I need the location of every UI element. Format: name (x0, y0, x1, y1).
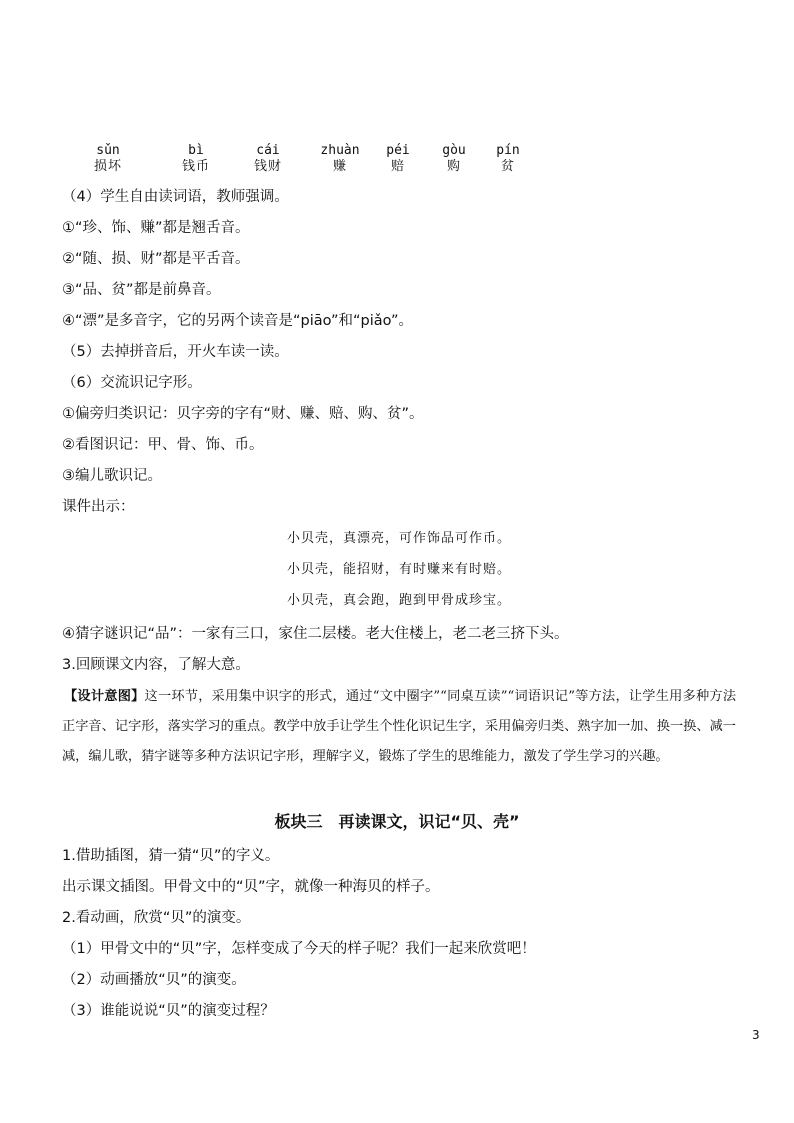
pinyin: cái (256, 143, 280, 158)
step-4: （4）学生自由读词语，教师强调。 (62, 189, 289, 205)
word: 购 (446, 159, 461, 174)
pinyin-word (170, 143, 222, 175)
note-2: ②“随、损、财”都是平舌音。 (62, 251, 250, 267)
pinyin: bì (188, 143, 204, 158)
method-3: ③编儿歌识记。 (62, 468, 162, 484)
pinyin: sǔn (96, 143, 120, 158)
pinyin-word (432, 143, 476, 175)
note-1: ①“珍、饰、赚”都是翘舌音。 (62, 220, 250, 236)
item-2: 出示课文插图。甲骨文中的“贝”字，就像一种海贝的样子。 (62, 879, 440, 895)
item-4: （1）甲骨文中的“贝”字，怎样变成了今天的样子呢？我们一起来欣赏吧！ (62, 941, 536, 957)
method-2: ②看图识记：甲、骨、饰、币。 (62, 437, 264, 453)
pinyin-word (486, 143, 530, 175)
pinyin-word (242, 143, 294, 175)
design-intent (62, 682, 736, 772)
note-4: ④“漂”是多音字，它的另两个读音是“piāo”和“piǎo”。 (62, 313, 414, 329)
word: 赔 (390, 159, 405, 174)
pinyin-word (82, 143, 134, 175)
pinyin-word-row (0, 143, 794, 183)
word: 贫 (500, 159, 515, 174)
riddle: ④猜字谜识记“品”：一家有三口，家住二层楼。老大住楼上，老二老三挤下头。 (62, 626, 569, 642)
section-heading: 板块三 再读课文，识记“贝、壳” (274, 812, 520, 831)
word: 钱财 (253, 159, 282, 174)
step-6: （6）交流识记字形。 (62, 375, 202, 391)
design-intent-text: 这一环节，采用集中识字的形式，通过“文中圈字”“同桌互读”“词语识记”等方法，让学生用多种方法正字音、记字形，落实学习的重点。教学中放手让学生个性化识记生字，采用偏旁归类、熟字加一加、换一换、减一减，编儿歌，猜字谜等多种方法识记字形，理解字义，锻炼了学生的思维能力，激发了学生学习的兴趣。 (62, 689, 737, 764)
page-number: 3 (752, 1028, 760, 1042)
item-6: （3）谁能说说“贝”的演变过程？ (62, 1003, 275, 1019)
word: 钱币 (181, 159, 210, 174)
pinyin: pín (496, 143, 520, 158)
word: 赚 (332, 159, 347, 174)
pinyin: zhuàn (320, 143, 360, 158)
pinyin-word (376, 143, 420, 175)
step-3: 3.回顾课文内容，了解大意。 (62, 657, 250, 673)
poem-line: 小贝壳，真漂亮，可作饰品可作币。 (287, 531, 512, 546)
pinyin: gòu (442, 143, 466, 158)
item-1: 1.借助插图，猜一猜“贝”的字义。 (62, 848, 280, 864)
method-1: ①偏旁归类识记：贝字旁的字有“财、赚、赔、购、贫”。 (62, 406, 424, 422)
courseware-label: 课件出示： (62, 499, 135, 515)
word: 损坏 (93, 159, 122, 174)
note-3: ③“品、贫”都是前鼻音。 (62, 282, 221, 298)
poem-line: 小贝壳，能招财，有时赚来有时赔。 (287, 562, 512, 577)
poem-line: 小贝壳，真会跑，跑到甲骨成珍宝。 (287, 593, 512, 608)
step-5: （5）去掉拼音后，开火车读一读。 (62, 344, 289, 360)
item-3: 2.看动画，欣赏“贝”的演变。 (62, 910, 251, 926)
pinyin: péi (386, 143, 410, 158)
pinyin-word (314, 143, 366, 175)
design-intent-label: 【设计意图】 (64, 689, 145, 704)
item-5: （2）动画播放“贝”的演变。 (62, 972, 246, 988)
